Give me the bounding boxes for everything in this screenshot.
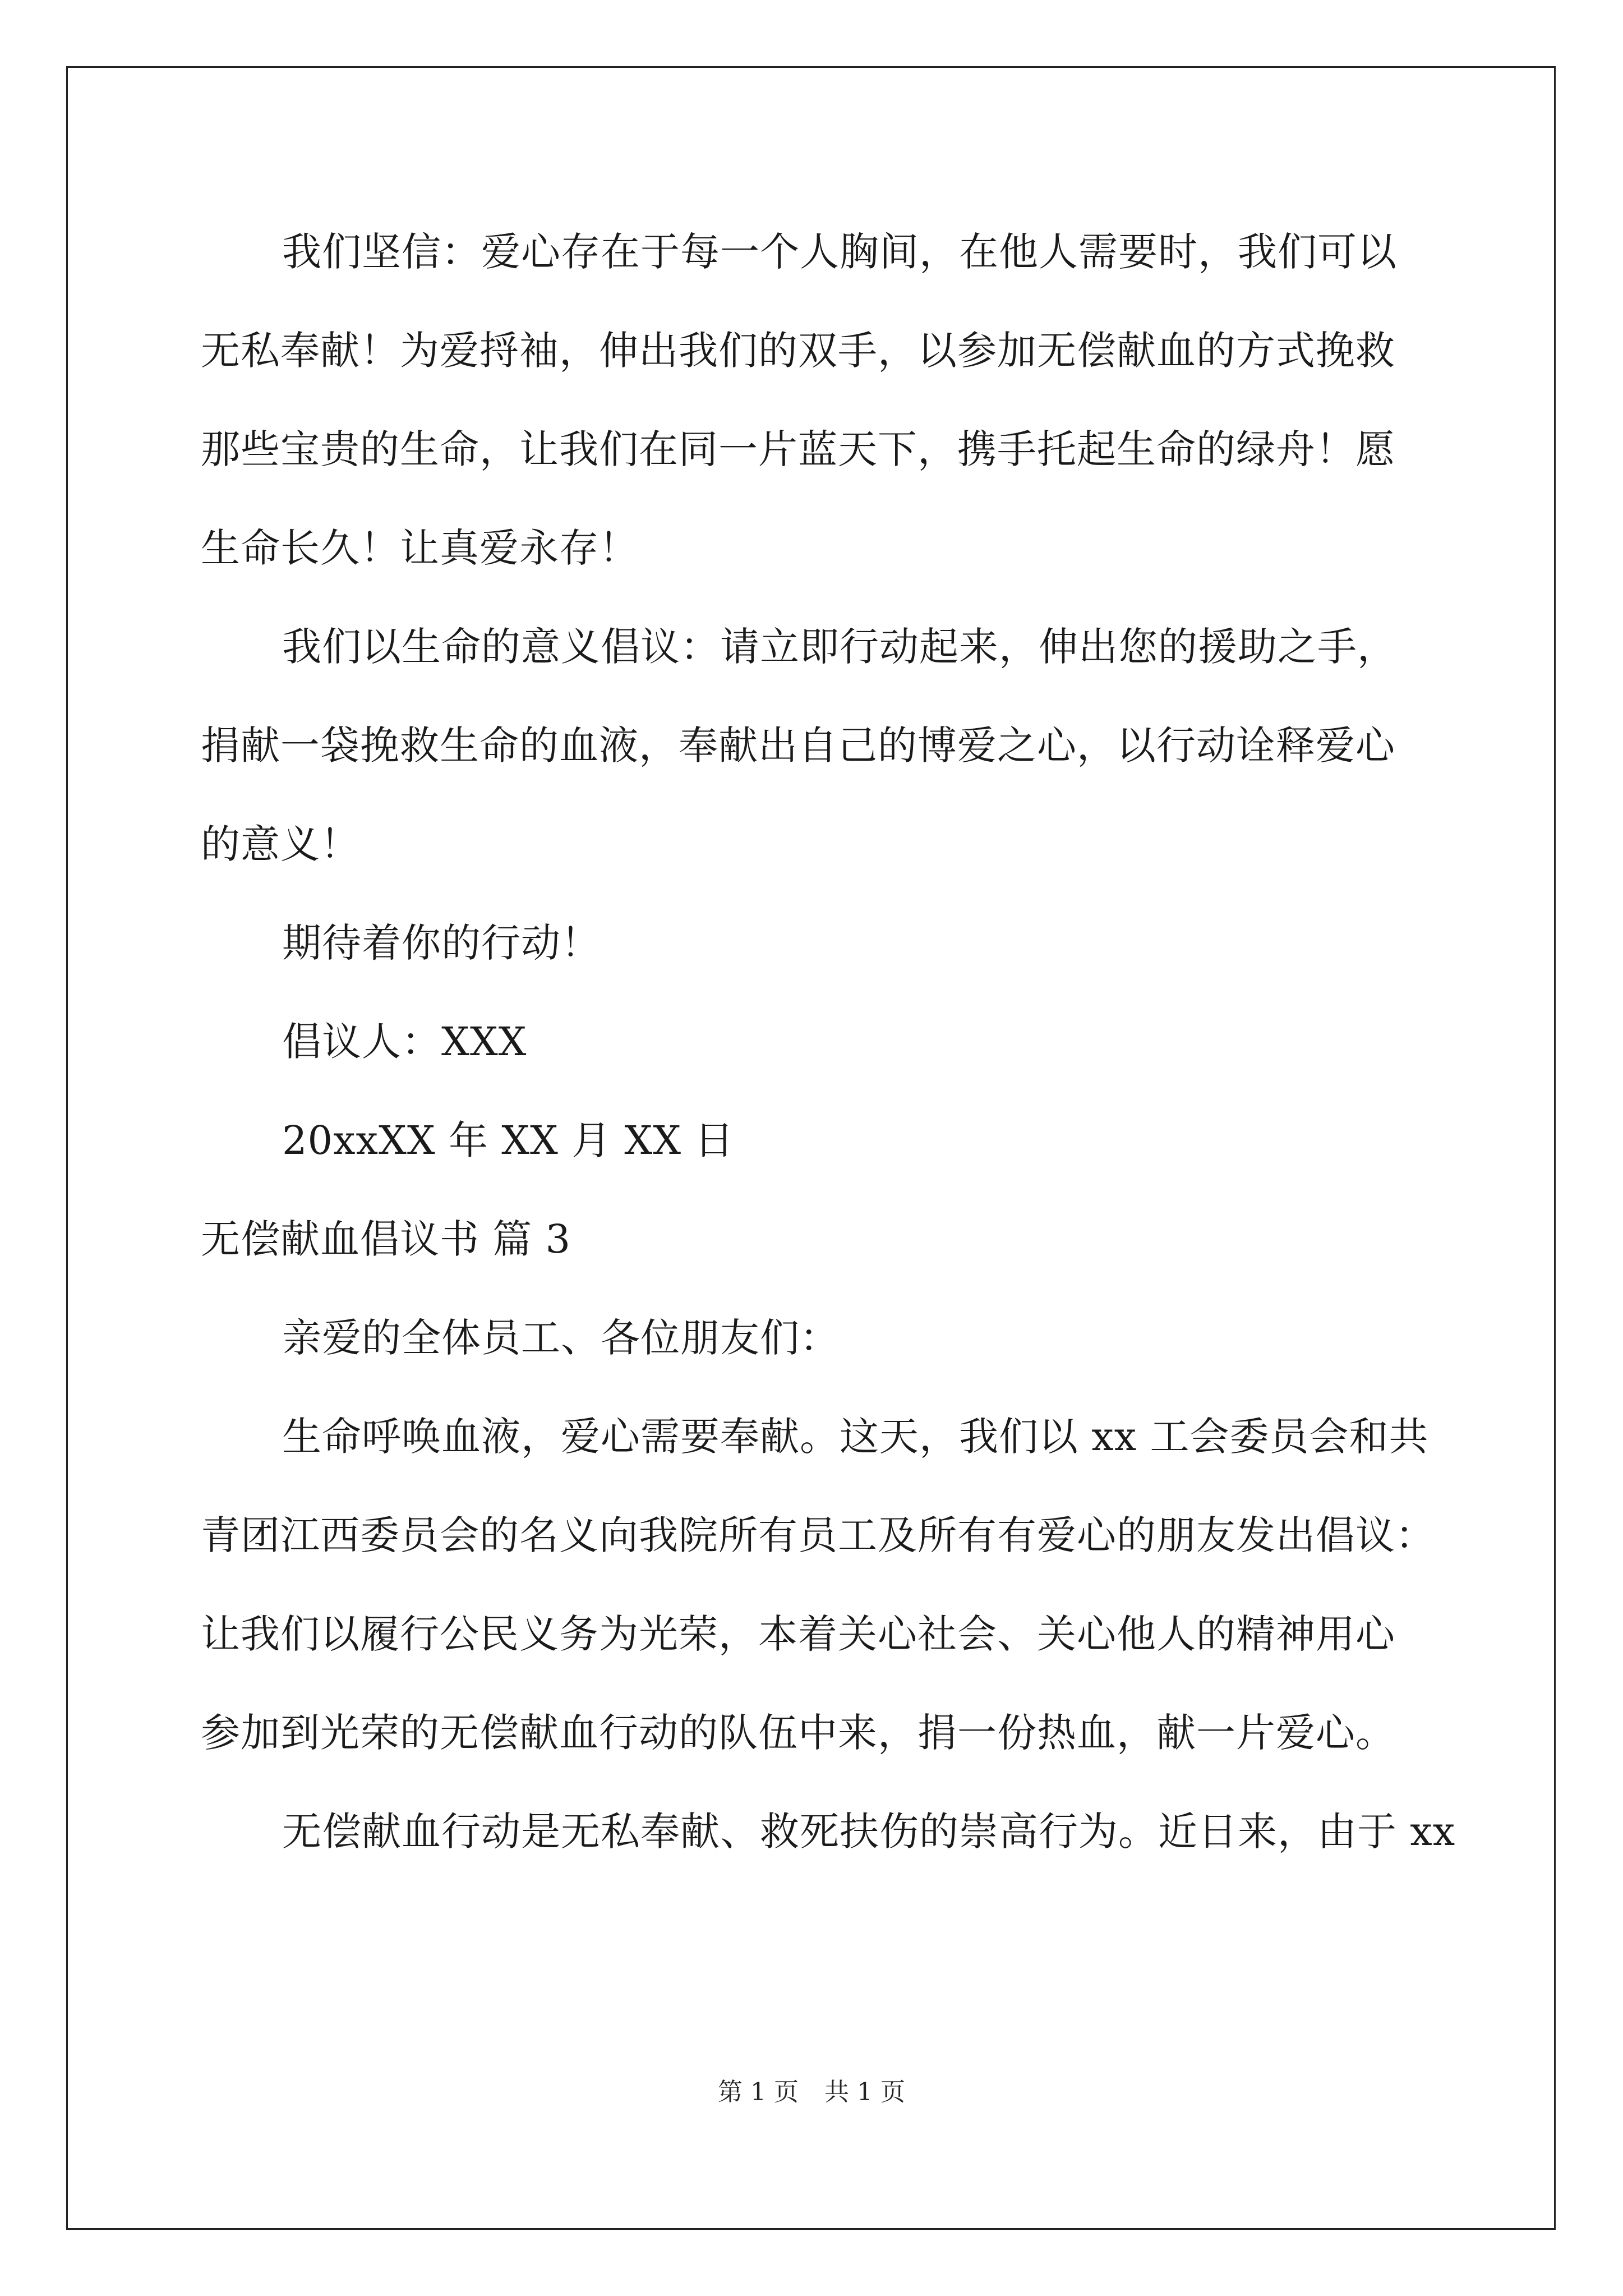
paragraph-line: 捐献一袋挽救生命的血液，奉献出自己的博爱之心，以行动诠释爱心 (201, 723, 1395, 769)
paragraph-line: 让我们以履行公民义务为光荣，本着关心社会、关心他人的精神用心 (201, 1611, 1395, 1657)
paragraph-line: 那些宝贵的生命，让我们在同一片蓝天下，携手托起生命的绿舟！愿 (201, 426, 1395, 472)
section-heading: 无偿献血倡议书 篇 3 (201, 1216, 571, 1262)
paragraph-line: 生命长久！让真爱永存！ (201, 525, 639, 571)
date-line: 20xxXX 年 XX 月 XX 日 (282, 1117, 735, 1163)
paragraph-line: 生命呼唤血液，爱心需要奉献。这天，我们以 xx 工会委员会和共 (282, 1414, 1429, 1460)
closing-line: 期待着你的行动！ (282, 920, 601, 966)
salutation-line: 亲爱的全体员工、各位朋友们： (282, 1315, 840, 1361)
paragraph-line: 无偿献血行动是无私奉献、救死扶伤的崇高行为。近日来，由于 xx (282, 1809, 1456, 1855)
page-footer (0, 2076, 1623, 2109)
signatory-line: 倡议人：XXX (282, 1019, 527, 1065)
paragraph-line: 的意义！ (201, 821, 360, 867)
paragraph-line: 我们坚信：爱心存在于每一个人胸间，在他人需要时，我们可以 (282, 229, 1397, 275)
paragraph-line: 我们以生命的意义倡议：请立即行动起来，伸出您的援助之手， (282, 624, 1397, 670)
page-number: 第 1 页 (718, 2078, 799, 2106)
paragraph-line: 无私奉献！为爱捋袖，伸出我们的双手，以参加无偿献血的方式挽救 (201, 328, 1395, 374)
paragraph-line: 青团江西委员会的名义向我院所有员工及所有有爱心的朋友发出倡议： (201, 1512, 1435, 1558)
page-count: 共 1 页 (824, 2078, 905, 2106)
paragraph-line: 参加到光荣的无偿献血行动的队伍中来，捐一份热血，献一片爱心。 (201, 1710, 1395, 1756)
